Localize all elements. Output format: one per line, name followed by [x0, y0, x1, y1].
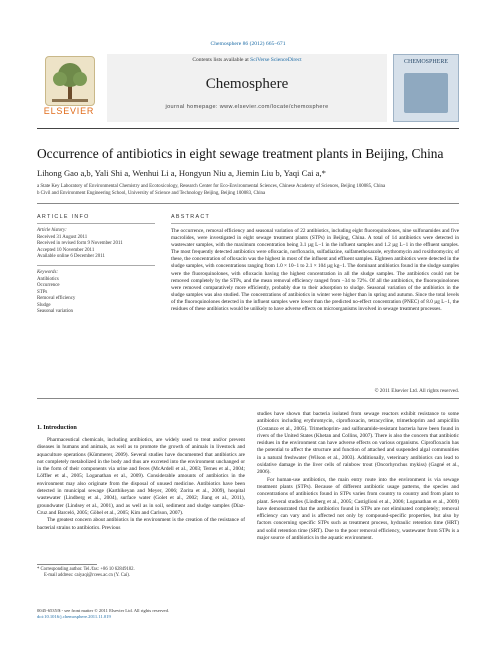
abstract-copyright: © 2011 Elsevier Ltd. All rights reserved. [374, 388, 459, 394]
body-column-left [37, 437, 245, 532]
affiliation-b: b Civil and Environment Engineering School, University of Science and Technology Beijing, Beijing 100083, China [37, 191, 266, 196]
abstract-text: The occurrence, removal efficiency and seasonal variation of 22 antibiotics, including eight fluoroquinolones, nine sulfonamides and five macrolides, were investigated in eight sewage treatment plants (STPs) in Beijing, China. A total of 14 antibiotics were detected in wastewater samples, with the maximum concentration being 3.1 µg L−1 in the influent samples and 1.2 µg L−1 in the effluent samples. The most frequently detected antibiotics were ofloxacin, norfloxacin, sulfadiazine, sulfamethoxazole, erythromycin and roxithromycin; of these, the concentration of ofloxacin was the highest in most of the influent and effluent samples. Eighteen antibiotics were detected in the sludge samples, with concentrations ranging from 1.0 × 10−1 to 2.1 × 104 µg kg−1. The dominant antibiotics found in the sludge samples were the fluoroquinolones, with ofloxacin having the highest concentration in all the sludge samples. The antibiotics could not be removed completely by the STPs, and the mean removal efficiency ranged from −34 to 72%. Of all the antibiotics, the fluoroquinolones were removed comparatively more efficiently, probably due to their adsorption to sludge. Seasonal variation of the antibiotics in the sludge samples was also studied. The concentrations of antibiotics in winter were higher than in spring and autumn. Since the total levels of the fluoroquinolones detected in the influent samples were lower than the predicted no-effect concentration (PNEC) of 8.0 µg L−1, the residues of these antibiotics would be unlikely to have adverse effects on microorganisms involved in sewage treatment processes. [171, 228, 459, 313]
footnote-divider [37, 564, 97, 565]
sciencedirect-link[interactable]: SciVerse ScienceDirect [250, 57, 302, 63]
issn-line: 0045-6535/$ - see front matter © 2011 Elsevier Ltd. All rights reserved. [37, 608, 170, 613]
keyword: Occurrence [37, 283, 60, 288]
masthead-banner [107, 54, 387, 122]
doi-link[interactable]: doi:10.1016/j.chemosphere.2011.11.019 [37, 614, 111, 620]
abstract-heading: ABSTRACT [171, 214, 211, 220]
front-matter [37, 608, 297, 621]
journal-reference[interactable]: Chemosphere 86 (2012) 665–671 [210, 41, 286, 47]
cover-figure [404, 73, 448, 113]
keywords-label: Keywords: [37, 270, 59, 275]
keyword: Antibiotics [37, 276, 59, 282]
body-column-right [257, 411, 459, 542]
keyword: Removal efficiency [37, 296, 76, 301]
article-history [37, 228, 155, 261]
corresponding-author-footnote [37, 567, 245, 580]
paragraph: Pharmaceutical chemicals, including antibiotics, are widely used to treat and/or prevent diseases in humans and animals, as well as to promote the growth of animals in livestock and aquaculture operations (Kümmerer, 2009). Several studies have documented that antibiotics are not completely metabolized in the body and thus are excreted into the environment unchanged or in the form of their components via urine and feces (McArdell et al., 2003; Ternes et al., 2004; Löffler et al., 2005; Loganathan et al., 2009). Considerable amounts of antibiotics in the environment may also originate from the disposal of unused medicine. Antibiotics have been detected in municipal sewage (Karthikeyan and Meyer, 2006; Zorita et al., 2009), hospital wastewater (Lindberg et al., 2004), surface water (Golet et al., 2002; Jiang et al., 2011), groundwater (Lindsey et al., 2001), and as well as in soil, sediment and sludge samples (Díaz-Cruz and Barceló, 2005; Göbel et al., 2005; Kim and Carlson, 2007). [37, 437, 245, 516]
journal-cover-image [393, 54, 459, 122]
history-accepted: Accepted 10 November 2011 [37, 247, 95, 253]
affiliation-a: a State Key Laboratory of Environmental Chemistry and Ecotoxicology, Research Center for Eco-Environmental Sciences, Chinese Academy of Sciences, Beijing 100085, China [37, 184, 386, 189]
keyword: STPs [37, 289, 48, 295]
paragraph: For human-use antibiotics, the main entry route into the environment is via sewage treatment plants (STPs). Because of different antibiotic usage patterns, the species and concentrations of antibiotics found in STPs varies from country to country and from plant to plant. Several studies (Lindberg et al., 2005; Castiglioni et al., 2006; Loganathan et al., 2009) have demonstrated that the antibiotics found in STPs are not eliminated completely; removal efficiency can vary and is affected not only by compound-specific properties, but also by factors concerning specific STPs such as treatment process, hydraulic retention time (HRT) and solid retention time (SRT). Due to the poor removal efficiency, wastewater from STPs is a major source of antibiotics in the aquatic environment. [257, 476, 459, 542]
journal-homepage-link[interactable]: journal homepage: www.elsevier.com/locate/chemosphere [165, 104, 329, 110]
keywords [37, 270, 155, 316]
footnote-email[interactable]: E-mail address: caiyaqi@rcees.ac.cn (Y. Cai). [44, 573, 130, 579]
divider [171, 223, 459, 224]
contents-prefix: Contents lists available at [192, 57, 251, 63]
contents-line [107, 57, 387, 63]
affiliations [37, 183, 467, 197]
history-label: Article history: [37, 228, 67, 233]
history-received: Received 31 August 2011 [37, 234, 88, 240]
history-revised: Received in revised form 9 November 2011 [37, 241, 123, 246]
divider [37, 223, 155, 224]
history-online: Available online 6 December 2011 [37, 254, 105, 259]
tree-icon [45, 56, 95, 106]
footnote-contact: * Corresponding author. Tel./fax: +86 10 62849182. [37, 567, 135, 572]
journal-name: Chemosphere [205, 76, 289, 92]
cover-title: CHEMOSPHERE [403, 59, 448, 65]
section-heading-introduction: 1. Introduction [37, 424, 77, 431]
divider [37, 265, 155, 266]
keyword: Seasonal variation [37, 309, 73, 314]
keyword: Sludge [37, 302, 51, 308]
author-list: Lihong Gao a,b, Yali Shi a, Wenhui Li a, Hongyun Niu a, Jiemin Liu b, Yaqi Cai a,* [37, 168, 326, 178]
article-info-heading: ARTICLE INFO [37, 214, 90, 220]
paragraph: The greatest concern about antibiotics in the environment is the creation of the resistance of bacterial strains to antibiotics. Previous [37, 517, 245, 531]
divider [37, 128, 459, 129]
elsevier-logo[interactable] [37, 54, 101, 122]
divider [37, 398, 459, 399]
journal-masthead [37, 54, 459, 124]
article-title: Occurrence of antibiotics in eight sewage treatment plants in Beijing, China [37, 146, 444, 161]
elsevier-wordmark: ELSEVIER [43, 106, 95, 116]
paragraph: studies have shown that bacteria isolated from sewage reactors exhibit resistance to some antibiotics including erythromycin, ciprofloxacin, tetracycline, trimethoprim and ampicillin (Costanzo et al., 2005). Trimethoprim- and sulfonamide-resistant bacteria have been found in rivers of the United States (Khetan and Collins, 2007). There is also the concern that antibiotic residues in the environment can have adverse effects on various organisms. Ciprofloxacin has the potential to affect the structure and function of attached and suspended algal communities in a natural freshwater (Wilson et al., 2003). Additionally, veterinary antibiotics can lead to oxidative damage in the liver cells of rainbow trout (Oncorhynchus mykiss) (Gagné et al., 2006). [257, 411, 459, 476]
divider [37, 203, 459, 204]
